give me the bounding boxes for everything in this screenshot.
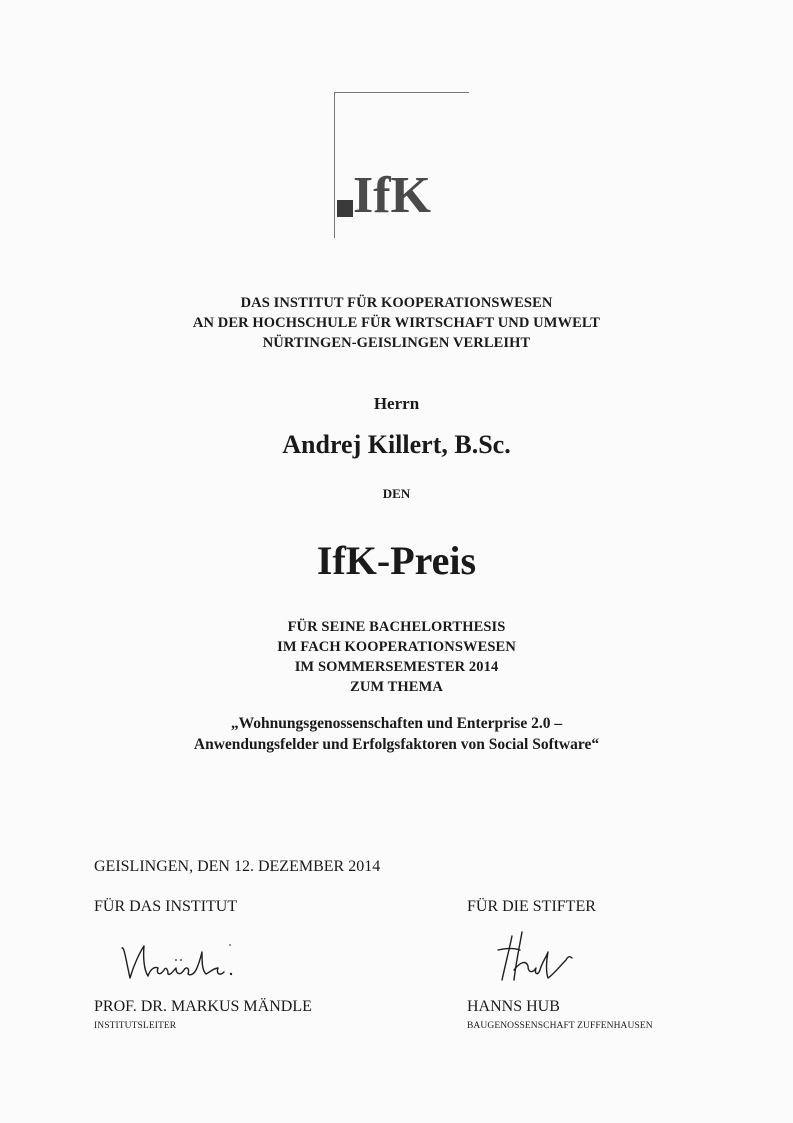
ifk-logo <box>334 92 469 240</box>
reason-line: ZUM THEMA <box>350 679 443 695</box>
issuer-line: AN DER HOCHSCHULE FÜR WIRTSCHAFT UND UMWELT <box>192 315 601 331</box>
logo-text: IfK <box>353 167 431 224</box>
reason-line: IM SOMMERSEMESTER 2014 <box>294 659 499 675</box>
issuer-line: NÜRTINGEN-GEISLINGEN VERLEIHT <box>262 335 531 351</box>
salutation: Herrn <box>373 394 420 413</box>
logo-square <box>337 200 353 217</box>
issuer-header <box>0 293 793 353</box>
institute-heading: FÜR DAS INSTITUT <box>94 898 238 915</box>
issuer-line: DAS INSTITUT FÜR KOOPERATIONSWESEN <box>240 295 553 311</box>
signature-maendle <box>110 930 260 990</box>
logo-frame-top <box>334 92 469 93</box>
sponsor-signatory-name: HANNS HUB <box>467 998 560 1015</box>
recipient-name: Andrej Killert, B.Sc. <box>282 430 511 459</box>
award-reason <box>0 617 793 697</box>
thesis-topic <box>0 713 793 755</box>
topic-line: Anwendungsfelder und Erfolgsfaktoren von Social Software“ <box>193 736 600 753</box>
reason-line: IM FACH KOOPERATIONSWESEN <box>277 639 516 655</box>
sponsors-heading: FÜR DIE STIFTER <box>467 898 596 915</box>
institute-signatory-name: PROF. DR. MARKUS MÄNDLE <box>94 998 312 1015</box>
award-article: DEN <box>382 486 411 501</box>
award-title: IfK-Preis <box>316 538 477 583</box>
sponsor-signatory-role: BAUGENOSSENSCHAFT ZUFFENHAUSEN <box>467 1021 653 1031</box>
reason-line: FÜR SEINE BACHELORTHESIS <box>287 619 506 635</box>
signature-hub <box>490 922 580 992</box>
logo-frame-left <box>334 92 335 238</box>
topic-line: „Wohnungsgenossenschaften und Enterprise 2.0 – <box>230 715 563 732</box>
place-date: GEISLINGEN, DEN 12. DEZEMBER 2014 <box>94 858 381 875</box>
institute-signatory-role: INSTITUTSLEITER <box>94 1021 177 1031</box>
